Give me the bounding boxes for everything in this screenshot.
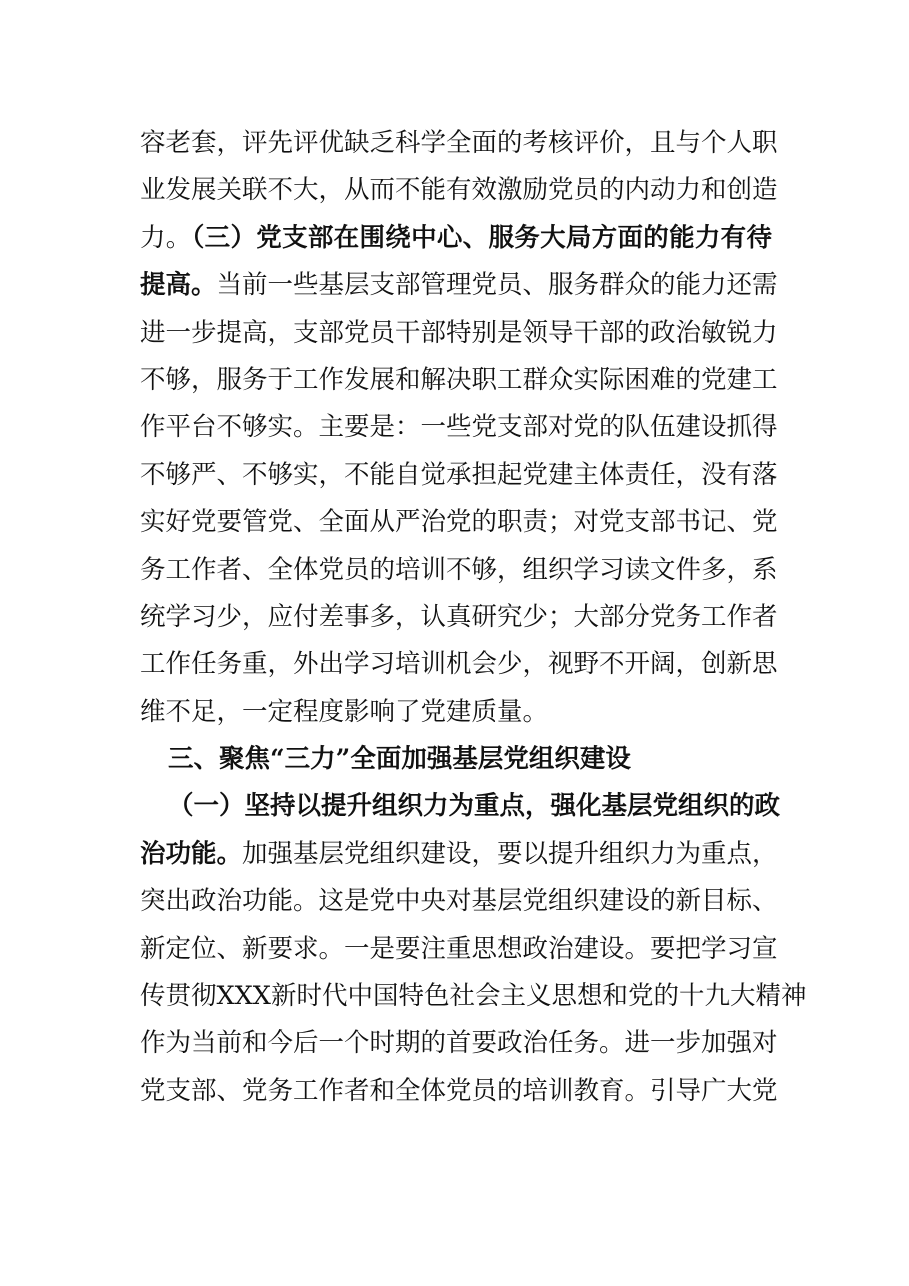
text-run: 力。 [140, 222, 192, 253]
document-body [140, 120, 807, 1115]
subsection-heading-1-end: 治功能。 [140, 838, 243, 869]
text-line [140, 973, 807, 1020]
text-run: 维不足，一定程度影响了党建质量。 [140, 696, 549, 727]
text-line [140, 641, 778, 688]
text-line [140, 878, 778, 925]
text-line [140, 215, 772, 262]
text-run: 不够严、不够实，不能自觉承担起党建主体责任，没有落 [140, 459, 778, 490]
text-line [140, 594, 778, 641]
section-heading-3-end: 提高。 [140, 270, 217, 301]
text-line [140, 783, 781, 830]
text-run: 加强基层党组织建设，要以提升组织力为重点， [242, 838, 778, 869]
text-run: 作平台不够实。主要是：一些党支部对党的队伍建设抓得 [140, 412, 778, 443]
text-line [140, 1068, 778, 1115]
text-line [140, 499, 778, 546]
text-line [140, 831, 778, 878]
text-line [140, 404, 778, 451]
text-run: 工作任务重，外出学习培训机会少，视野不开阔，创新思 [140, 649, 778, 680]
text-line [140, 357, 778, 404]
text-line [140, 1020, 778, 1067]
text-line [140, 167, 778, 214]
text-line [140, 926, 778, 973]
section-heading-3: （三）党支部在围绕中心、服务大局方面的能力有待 [191, 222, 772, 253]
text-line [140, 452, 778, 499]
text-run: 新定位、新要求。一是要注重思想政治建设。要把学习宣 [140, 933, 778, 964]
text-run: 业发展关联不大，从而不能有效激励党员的内动力和创造 [140, 175, 778, 206]
text-run: 党支部、党务工作者和全体党员的培训教育。引导广大党 [140, 1075, 778, 1106]
text-line [140, 262, 778, 309]
text-run: 务工作者、全体党员的培训不够，组织学习读文件多，系 [140, 554, 778, 585]
text-run: 容老套，评先评优缺乏科学全面的考核评价，且与个人职 [140, 128, 778, 158]
text-run: 突出政治功能。这是党中央对基层党组织建设的新目标、 [140, 886, 778, 917]
text-run: 当前一些基层支部管理党员、服务群众的能力还需 [216, 270, 778, 301]
chapter-heading [140, 736, 772, 783]
text-run: 作为当前和今后一个时期的首要政治任务。进一步加强对 [140, 1028, 778, 1059]
text-run: 统学习少，应付差事多，认真研究少；大部分党务工作者 [140, 601, 778, 632]
text-line [140, 120, 778, 167]
chapter-heading-text: 三、聚焦“三力”全面加强基层党组织建设 [168, 744, 631, 775]
text-line [140, 689, 772, 736]
text-line [140, 547, 778, 594]
text-run: 实好党要管党、全面从严治党的职责；对党支部书记、党 [140, 507, 778, 538]
text-run: 进一步提高，支部党员干部特别是领导干部的政治敏锐力 [140, 317, 778, 348]
text-run: 传贯彻XXX新时代中国特色社会主义思想和党的十九大精神 [140, 981, 807, 1012]
text-run: 不够，服务于工作发展和解决职工群众实际困难的党建工 [140, 364, 778, 395]
subsection-heading-1: （一）坚持以提升组织力为重点，强化基层党组织的政 [168, 791, 781, 822]
text-line [140, 310, 778, 357]
